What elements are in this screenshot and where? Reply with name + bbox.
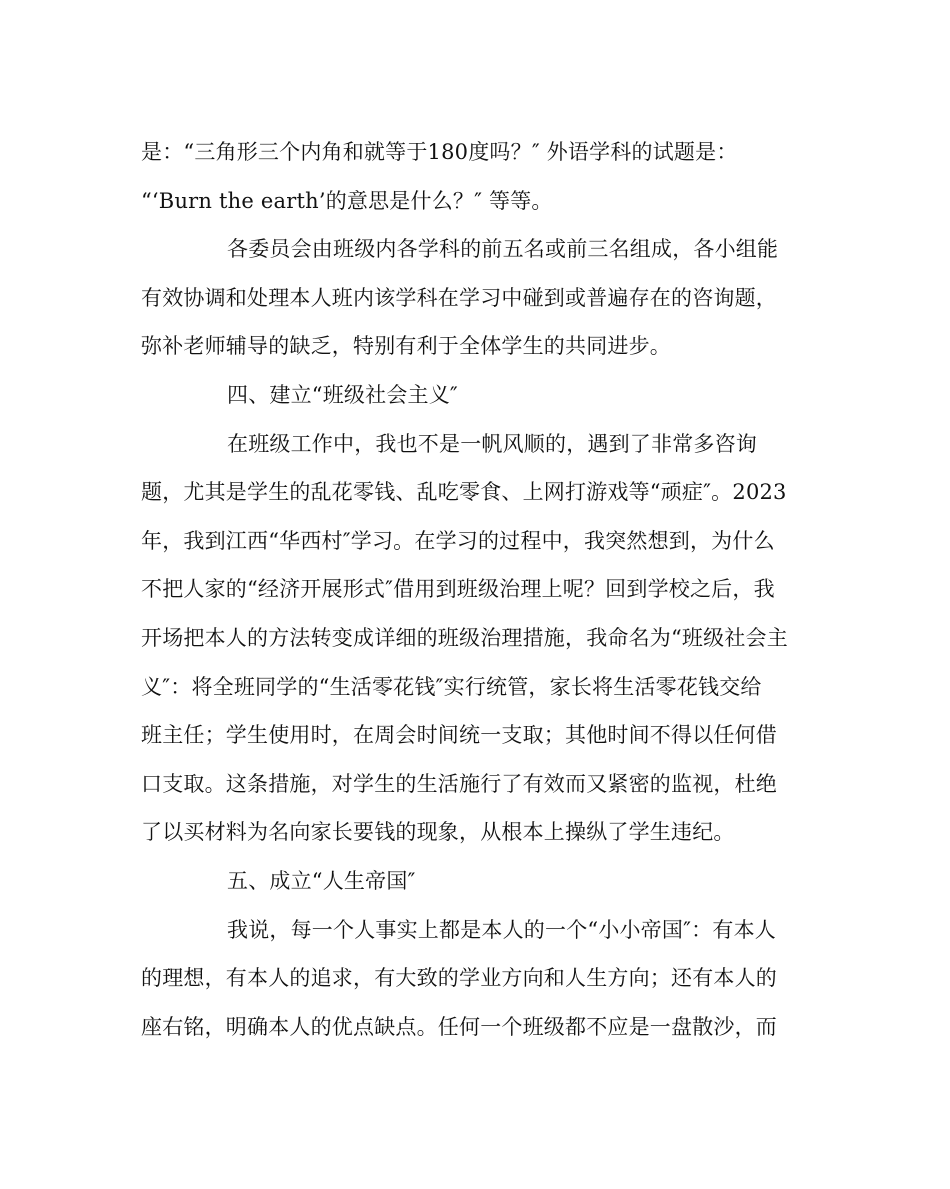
- text-line-9: 年，我到江西“华西村″学习。在学习的过程中，我突然想到，为什么: [141, 528, 775, 553]
- text-line-11: 开场把本人的方法转变成详细的班级治理措施，我命名为“班级社会主: [141, 625, 788, 650]
- text-line-14: 口支取。这条措施，对学生的生活施行了有效而又紧密的监视，杜绝: [141, 771, 777, 796]
- document-body: [141, 128, 811, 1051]
- text-line-15: 了以买材料为名向家长要钱的现象，从根本上操纵了学生违纪。: [141, 820, 735, 845]
- text-line-7: 在班级工作中，我也不是一帆风顺的，遇到了非常多咨询: [227, 431, 757, 456]
- text-line-13: 班主任；学生使用时，在周会时间统一支取；其他时间不得以任何借: [141, 723, 777, 748]
- text-line-19: 座右铭，明确本人的优点缺点。任何一个班级都不应是一盘散沙，而: [141, 1014, 777, 1039]
- section-heading-5: 五、成立“人生帝国″: [227, 868, 416, 893]
- text-line-5: 弥补老师辅导的缺乏，特别有利于全体学生的共同进步。: [141, 334, 671, 359]
- text-line-4: 有效协调和处理本人班内该学科在学习中碰到或普遍存在的咨询题，: [141, 285, 777, 310]
- text-line-12: 义″：将全班同学的“生活零花钱″实行统管，家长将生活零花钱交给: [141, 674, 762, 699]
- text-line-18: 的理想，有本人的追求，有大致的学业方向和人生方向；还有本人的: [141, 966, 777, 991]
- text-line-2: “‘Burn the earth’的意思是什么？″ 等等。: [141, 188, 553, 213]
- text-line-8: 题，尤其是学生的乱花零钱、乱吃零食、上网打游戏等“顽症″。2023: [141, 480, 787, 505]
- text-line-17: 我说，每一个人事实上都是本人的一个“小小帝国″：有本人: [227, 917, 776, 942]
- text-line-10: 不把人家的“经济开展形式″借用到班级治理上呢？回到学校之后，我: [141, 577, 775, 602]
- text-line-3: 各委员会由班级内各学科的前五名或前三名组成，各小组能: [227, 237, 779, 262]
- text-line-1: 是：“三角形三个内角和就等于180度吗？″ 外语学科的试题是：: [141, 140, 738, 164]
- section-heading-4: 四、建立“班级社会主义″: [227, 382, 458, 407]
